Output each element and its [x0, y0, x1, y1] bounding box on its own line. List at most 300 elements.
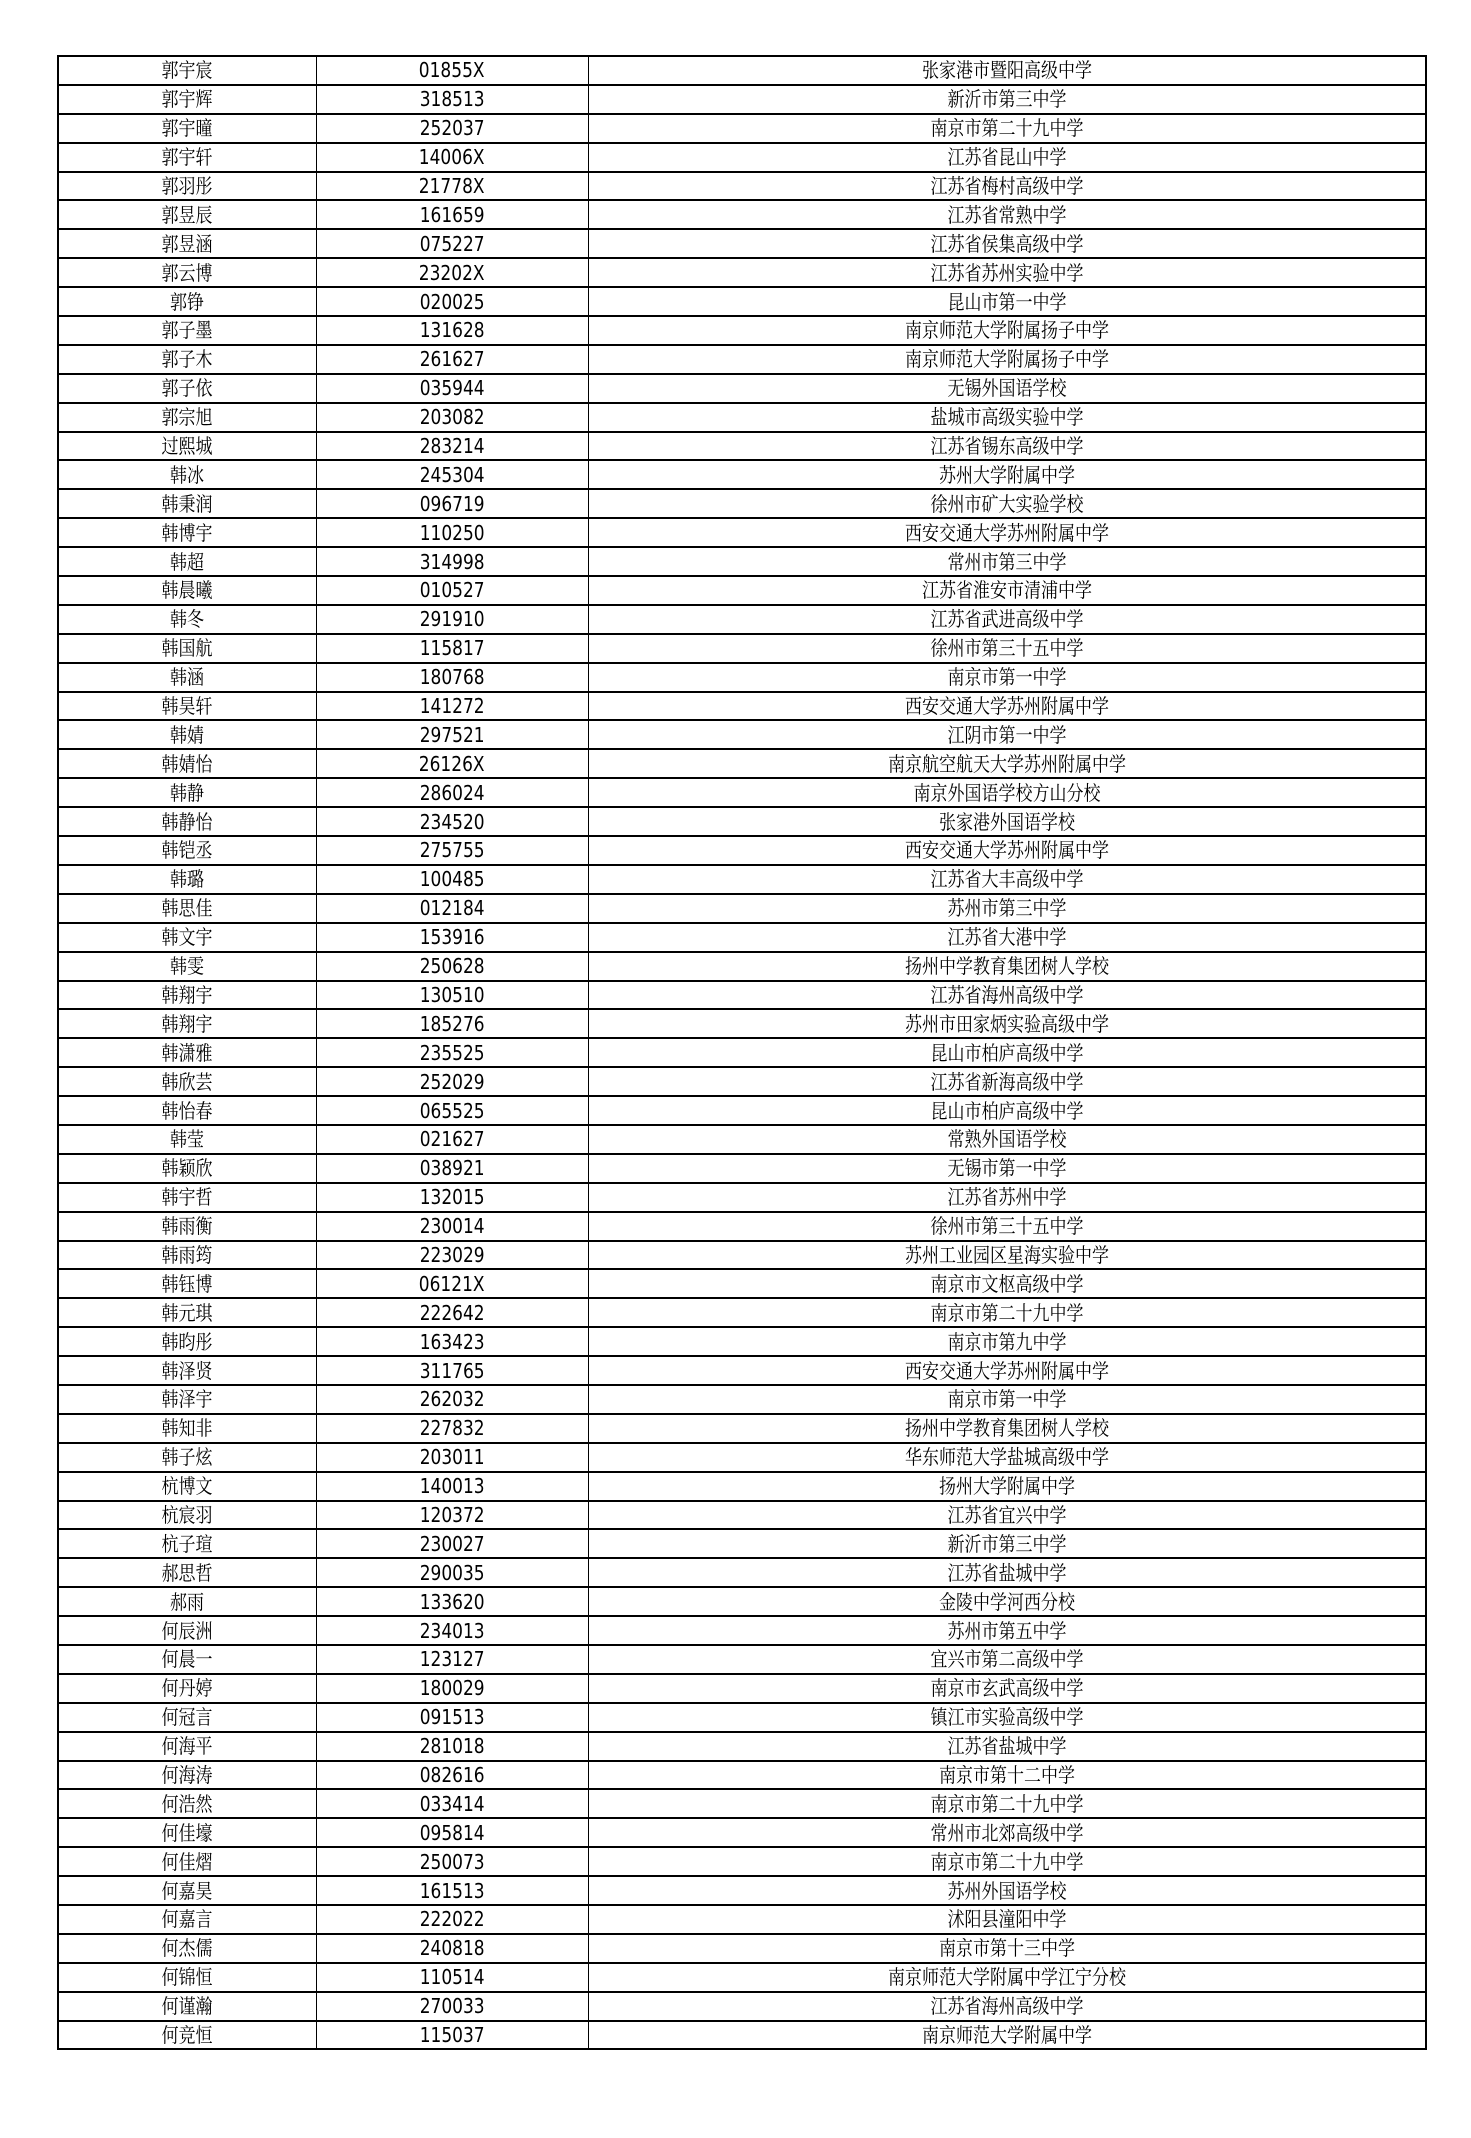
school-cell — [588, 518, 1426, 547]
name-cell — [58, 1818, 316, 1847]
id-cell-text: 203082 — [419, 405, 485, 430]
id-cell-text: 065525 — [419, 1098, 485, 1123]
school-cell-text: 镇江市实验高级中学 — [930, 1705, 1084, 1730]
id-cell-text: 130510 — [419, 982, 485, 1007]
name-cell — [58, 1558, 316, 1587]
id-cell-text: 185276 — [419, 1011, 485, 1036]
id-cell-text: 290035 — [419, 1560, 485, 1585]
name-cell — [58, 1934, 316, 1963]
school-cell-text: 苏州大学附属中学 — [938, 462, 1075, 487]
name-cell — [58, 1443, 316, 1472]
school-cell — [588, 576, 1426, 605]
name-cell-text: 韩知非 — [161, 1416, 213, 1441]
school-cell — [588, 229, 1426, 258]
school-cell-text: 徐州市第三十五中学 — [930, 1214, 1084, 1239]
table-row — [58, 1558, 1426, 1587]
school-cell — [588, 1009, 1426, 1038]
id-cell — [316, 923, 588, 952]
id-cell-text: 132015 — [419, 1185, 485, 1210]
name-cell-text: 韩璐 — [170, 867, 205, 892]
school-cell-text: 扬州大学附属中学 — [938, 1474, 1075, 1499]
school-cell — [588, 663, 1426, 692]
id-cell — [316, 316, 588, 345]
table-row — [58, 1269, 1426, 1298]
school-cell — [588, 1443, 1426, 1472]
school-cell — [588, 865, 1426, 894]
table-row — [58, 1385, 1426, 1414]
school-cell-text: 新沂市第三中学 — [947, 1531, 1067, 1556]
name-cell — [58, 1241, 316, 1270]
name-cell-text: 杭子瑄 — [161, 1531, 213, 1556]
table-row — [58, 981, 1426, 1010]
school-cell-text: 苏州工业园区星海实验中学 — [904, 1242, 1109, 1267]
name-cell-text: 郭宗旭 — [161, 405, 213, 430]
table-row — [58, 1443, 1426, 1472]
id-cell — [316, 1674, 588, 1703]
school-cell — [588, 547, 1426, 576]
school-cell-text: 张家港外国语学校 — [938, 809, 1075, 834]
id-cell — [316, 605, 588, 634]
name-cell — [58, 547, 316, 576]
school-cell — [588, 894, 1426, 923]
table-row — [58, 749, 1426, 778]
name-cell-text: 韩婧怡 — [161, 751, 213, 776]
table-row — [58, 1241, 1426, 1270]
school-cell-text: 南京市第二十九中学 — [930, 1849, 1084, 1874]
school-cell — [588, 1963, 1426, 1992]
school-cell-text: 南京市第二十九中学 — [930, 116, 1084, 141]
name-cell — [58, 1385, 316, 1414]
name-cell-text: 韩莹 — [170, 1127, 205, 1152]
school-cell — [588, 1992, 1426, 2021]
name-cell-text: 韩冬 — [170, 607, 205, 632]
school-cell-text: 宜兴市第二高级中学 — [930, 1647, 1084, 1672]
id-cell-text: 297521 — [419, 722, 485, 747]
school-cell-text: 江苏省新海高级中学 — [930, 1069, 1084, 1094]
school-cell-text: 南京市第一中学 — [947, 665, 1067, 690]
school-cell-text: 苏州外国语学校 — [947, 1878, 1067, 1903]
id-cell — [316, 547, 588, 576]
name-cell-text: 韩超 — [170, 549, 205, 574]
id-cell — [316, 865, 588, 894]
name-cell — [58, 258, 316, 287]
school-cell-text: 苏州市第三中学 — [947, 896, 1067, 921]
school-cell — [588, 1298, 1426, 1327]
table-row — [58, 605, 1426, 634]
name-cell-text: 韩怡春 — [161, 1098, 213, 1123]
school-cell-text: 沭阳县潼阳中学 — [947, 1907, 1067, 1932]
school-cell-text: 华东师范大学盐城高级中学 — [904, 1445, 1109, 1470]
name-cell — [58, 605, 316, 634]
table-row — [58, 460, 1426, 489]
name-cell-text: 何杰儒 — [161, 1936, 213, 1961]
id-cell-text: 270033 — [419, 1994, 485, 2019]
table-row — [58, 1674, 1426, 1703]
school-cell — [588, 1125, 1426, 1154]
name-cell-text: 何嘉昊 — [161, 1878, 213, 1903]
id-cell-text: 180768 — [419, 665, 485, 690]
id-cell-text: 261627 — [419, 347, 485, 372]
name-cell-text: 韩颖欣 — [161, 1156, 213, 1181]
id-cell-text: 082616 — [419, 1762, 485, 1787]
name-cell-text: 何丹婷 — [161, 1676, 213, 1701]
name-cell — [58, 576, 316, 605]
school-cell-text: 江苏省盐城中学 — [947, 1560, 1067, 1585]
table-row — [58, 172, 1426, 201]
school-cell-text: 江苏省梅村高级中学 — [930, 174, 1084, 198]
id-cell-text: 230014 — [419, 1214, 485, 1239]
id-cell — [316, 172, 588, 201]
name-cell — [58, 692, 316, 721]
id-cell — [316, 1789, 588, 1818]
school-cell-text: 扬州中学教育集团树人学校 — [904, 1416, 1109, 1441]
school-cell — [588, 172, 1426, 201]
name-cell — [58, 663, 316, 692]
table-row — [58, 1616, 1426, 1645]
id-cell-text: 075227 — [419, 231, 485, 256]
name-cell-text: 韩子炫 — [161, 1445, 213, 1470]
school-cell — [588, 1529, 1426, 1558]
name-cell — [58, 1212, 316, 1241]
school-cell — [588, 1558, 1426, 1587]
id-cell — [316, 1616, 588, 1645]
school-cell-text: 南京师范大学附属扬子中学 — [904, 318, 1109, 343]
table-row — [58, 1789, 1426, 1818]
name-cell — [58, 865, 316, 894]
id-cell — [316, 1963, 588, 1992]
name-cell-text: 何佳熠 — [161, 1849, 213, 1874]
school-cell-text: 昆山市第一中学 — [947, 289, 1067, 314]
table-row — [58, 85, 1426, 114]
school-cell — [588, 1645, 1426, 1674]
name-cell — [58, 2021, 316, 2050]
name-cell — [58, 460, 316, 489]
school-cell — [588, 200, 1426, 229]
table-row — [58, 1847, 1426, 1876]
id-cell-text: 222642 — [419, 1300, 485, 1325]
id-cell-text: 021627 — [419, 1127, 485, 1152]
table-row — [58, 1067, 1426, 1096]
table-row — [58, 1212, 1426, 1241]
id-cell — [316, 345, 588, 374]
table-row — [58, 1529, 1426, 1558]
name-cell-text: 韩翔宇 — [161, 982, 213, 1007]
name-cell-text: 杭宸羽 — [161, 1502, 213, 1527]
name-cell — [58, 374, 316, 403]
school-cell-text: 江苏省昆山中学 — [947, 145, 1067, 170]
id-cell-text: 115037 — [419, 2023, 485, 2047]
id-cell — [316, 200, 588, 229]
school-cell-text: 江苏省锡东高级中学 — [930, 434, 1084, 459]
school-cell-text: 新沂市第三中学 — [947, 87, 1067, 112]
name-cell-text: 郭子依 — [161, 376, 213, 401]
school-cell — [588, 1818, 1426, 1847]
name-cell — [58, 1183, 316, 1212]
school-cell — [588, 923, 1426, 952]
name-cell — [58, 1992, 316, 2021]
school-cell-text: 南京师范大学附属中学江宁分校 — [887, 1965, 1126, 1990]
id-cell — [316, 1501, 588, 1530]
school-cell-text: 南京市第二十九中学 — [930, 1791, 1084, 1816]
id-cell — [316, 229, 588, 258]
name-cell-text: 郭宇辉 — [161, 87, 213, 112]
id-cell-text: 123127 — [419, 1647, 485, 1672]
name-cell-text: 何嘉言 — [161, 1907, 213, 1932]
id-cell — [316, 1154, 588, 1183]
id-cell-text: 020025 — [419, 289, 485, 314]
school-cell — [588, 1327, 1426, 1356]
id-cell — [316, 1587, 588, 1616]
table-row — [58, 1761, 1426, 1790]
school-cell — [588, 1501, 1426, 1530]
school-cell — [588, 1789, 1426, 1818]
id-cell — [316, 1298, 588, 1327]
id-cell — [316, 1876, 588, 1905]
name-cell-text: 韩昊轩 — [161, 694, 213, 719]
id-cell-text: 26126X — [419, 751, 485, 776]
name-cell — [58, 1674, 316, 1703]
id-cell — [316, 1818, 588, 1847]
student-list-table — [57, 55, 1427, 2050]
name-cell — [58, 778, 316, 807]
id-cell-text: 035944 — [419, 376, 485, 401]
school-cell — [588, 1876, 1426, 1905]
id-cell — [316, 143, 588, 172]
name-cell-text: 郭宇宸 — [161, 58, 213, 83]
table-row — [58, 432, 1426, 461]
table-row — [58, 489, 1426, 518]
table-row — [58, 2021, 1426, 2050]
id-cell-text: 010527 — [419, 578, 485, 603]
name-cell-text: 郭羽彤 — [161, 174, 213, 198]
school-cell-text: 无锡市第一中学 — [947, 1156, 1067, 1181]
id-cell — [316, 778, 588, 807]
school-cell-text: 苏州市第五中学 — [947, 1618, 1067, 1643]
table-row — [58, 1876, 1426, 1905]
table-row — [58, 865, 1426, 894]
school-cell-text: 徐州市矿大实验学校 — [930, 491, 1084, 516]
id-cell-text: 291910 — [419, 607, 485, 632]
school-cell-text: 扬州中学教育集团树人学校 — [904, 954, 1109, 979]
school-cell-text: 江苏省大丰高级中学 — [930, 867, 1084, 892]
school-cell — [588, 1269, 1426, 1298]
school-cell-text: 南京师范大学附属中学 — [921, 2023, 1092, 2047]
id-cell — [316, 56, 588, 85]
name-cell — [58, 1501, 316, 1530]
school-cell — [588, 1587, 1426, 1616]
school-cell — [588, 720, 1426, 749]
id-cell — [316, 1443, 588, 1472]
name-cell-text: 何锦恒 — [161, 1965, 213, 1990]
school-cell — [588, 287, 1426, 316]
id-cell — [316, 952, 588, 981]
name-cell-text: 何谨瀚 — [161, 1994, 213, 2019]
school-cell — [588, 1414, 1426, 1443]
name-cell — [58, 316, 316, 345]
name-cell-text: 何辰洲 — [161, 1618, 213, 1643]
school-cell-text: 昆山市柏庐高级中学 — [930, 1098, 1084, 1123]
id-cell — [316, 836, 588, 865]
name-cell-text: 过熙城 — [161, 434, 213, 459]
id-cell — [316, 1645, 588, 1674]
school-cell-text: 江苏省侯集高级中学 — [930, 231, 1084, 256]
school-cell-text: 江苏省苏州中学 — [947, 1185, 1067, 1210]
name-cell — [58, 1529, 316, 1558]
id-cell — [316, 692, 588, 721]
name-cell-text: 韩国航 — [161, 636, 213, 661]
id-cell — [316, 1356, 588, 1385]
id-cell — [316, 720, 588, 749]
id-cell-text: 252029 — [419, 1069, 485, 1094]
id-cell — [316, 1067, 588, 1096]
table-row — [58, 1732, 1426, 1761]
name-cell — [58, 1067, 316, 1096]
name-cell-text: 韩雯 — [170, 954, 205, 979]
name-cell-text: 韩雨筠 — [161, 1242, 213, 1267]
id-cell-text: 131628 — [419, 318, 485, 343]
name-cell-text: 郭昱辰 — [161, 202, 213, 227]
id-cell — [316, 1038, 588, 1067]
id-cell — [316, 981, 588, 1010]
table-row — [58, 1703, 1426, 1732]
school-cell — [588, 836, 1426, 865]
id-cell-text: 23202X — [419, 260, 485, 285]
name-cell-text: 韩泽贤 — [161, 1358, 213, 1383]
id-cell-text: 120372 — [419, 1502, 485, 1527]
school-cell-text: 南京市玄武高级中学 — [930, 1676, 1084, 1701]
id-cell-text: 281018 — [419, 1734, 485, 1759]
id-cell — [316, 1269, 588, 1298]
table-row — [58, 345, 1426, 374]
name-cell — [58, 172, 316, 201]
school-cell-text: 南京市第一中学 — [947, 1387, 1067, 1412]
name-cell-text: 何佳壕 — [161, 1820, 213, 1845]
school-cell — [588, 634, 1426, 663]
name-cell — [58, 143, 316, 172]
id-cell-text: 110250 — [419, 520, 485, 545]
name-cell-text: 韩静 — [170, 780, 205, 805]
table-row — [58, 1414, 1426, 1443]
table-row — [58, 200, 1426, 229]
name-cell — [58, 345, 316, 374]
id-cell-text: 203011 — [419, 1445, 485, 1470]
table-row — [58, 1096, 1426, 1125]
school-cell — [588, 952, 1426, 981]
name-cell — [58, 720, 316, 749]
name-cell-text: 韩雨衡 — [161, 1214, 213, 1239]
name-cell — [58, 1876, 316, 1905]
id-cell-text: 311765 — [419, 1358, 485, 1383]
id-cell — [316, 1934, 588, 1963]
school-cell-text: 金陵中学河西分校 — [938, 1589, 1075, 1614]
name-cell-text: 郭宇轩 — [161, 145, 213, 170]
school-cell — [588, 460, 1426, 489]
name-cell — [58, 1096, 316, 1125]
name-cell — [58, 432, 316, 461]
name-cell — [58, 1616, 316, 1645]
school-cell — [588, 56, 1426, 85]
table-row — [58, 518, 1426, 547]
id-cell-text: 275755 — [419, 838, 485, 863]
id-cell-text: 227832 — [419, 1416, 485, 1441]
name-cell-text: 韩晨曦 — [161, 578, 213, 603]
name-cell — [58, 1905, 316, 1934]
name-cell — [58, 1963, 316, 1992]
name-cell — [58, 200, 316, 229]
name-cell — [58, 1356, 316, 1385]
school-cell — [588, 1703, 1426, 1732]
id-cell-text: 161659 — [419, 202, 485, 227]
table-row — [58, 1905, 1426, 1934]
name-cell-text: 郭云博 — [161, 260, 213, 285]
school-cell — [588, 778, 1426, 807]
school-cell — [588, 1154, 1426, 1183]
name-cell-text: 何冠言 — [161, 1705, 213, 1730]
id-cell-text: 250073 — [419, 1849, 485, 1874]
name-cell-text: 郝雨 — [170, 1589, 205, 1614]
id-cell — [316, 1096, 588, 1125]
table-row — [58, 1327, 1426, 1356]
name-cell — [58, 114, 316, 143]
school-cell — [588, 1038, 1426, 1067]
table-row — [58, 1963, 1426, 1992]
school-cell — [588, 1761, 1426, 1790]
table-row — [58, 634, 1426, 663]
name-cell-text: 韩文宇 — [161, 925, 213, 950]
id-cell-text: 286024 — [419, 780, 485, 805]
name-cell — [58, 1645, 316, 1674]
name-cell — [58, 749, 316, 778]
id-cell-text: 033414 — [419, 1791, 485, 1816]
id-cell-text: 163423 — [419, 1329, 485, 1354]
id-cell-text: 133620 — [419, 1589, 485, 1614]
table-row — [58, 807, 1426, 836]
school-cell — [588, 316, 1426, 345]
name-cell — [58, 1732, 316, 1761]
name-cell-text: 韩钰博 — [161, 1271, 213, 1296]
id-cell — [316, 374, 588, 403]
id-cell-text: 038921 — [419, 1156, 485, 1181]
id-cell-text: 100485 — [419, 867, 485, 892]
school-cell-text: 苏州市田家炳实验高级中学 — [904, 1011, 1109, 1036]
table-row — [58, 229, 1426, 258]
id-cell-text: 245304 — [419, 462, 485, 487]
school-cell-text: 南京市第二十九中学 — [930, 1300, 1084, 1325]
table-row — [58, 1645, 1426, 1674]
name-cell — [58, 489, 316, 518]
school-cell-text: 南京市第九中学 — [947, 1329, 1067, 1354]
table-row — [58, 316, 1426, 345]
school-cell-text: 江苏省宜兴中学 — [947, 1502, 1067, 1527]
name-cell-text: 郭昱涵 — [161, 231, 213, 256]
table-row — [58, 1934, 1426, 1963]
school-cell-text: 江苏省大港中学 — [947, 925, 1067, 950]
school-cell-text: 西安交通大学苏州附属中学 — [904, 1358, 1109, 1383]
id-cell-text: 21778X — [419, 174, 485, 198]
table-row — [58, 547, 1426, 576]
school-cell — [588, 143, 1426, 172]
school-cell — [588, 1241, 1426, 1270]
id-cell — [316, 1529, 588, 1558]
id-cell-text: 141272 — [419, 694, 485, 719]
table-row — [58, 374, 1426, 403]
name-cell — [58, 634, 316, 663]
id-cell-text: 06121X — [419, 1271, 485, 1296]
table-row — [58, 1298, 1426, 1327]
school-cell — [588, 489, 1426, 518]
table-row — [58, 143, 1426, 172]
name-cell — [58, 1269, 316, 1298]
